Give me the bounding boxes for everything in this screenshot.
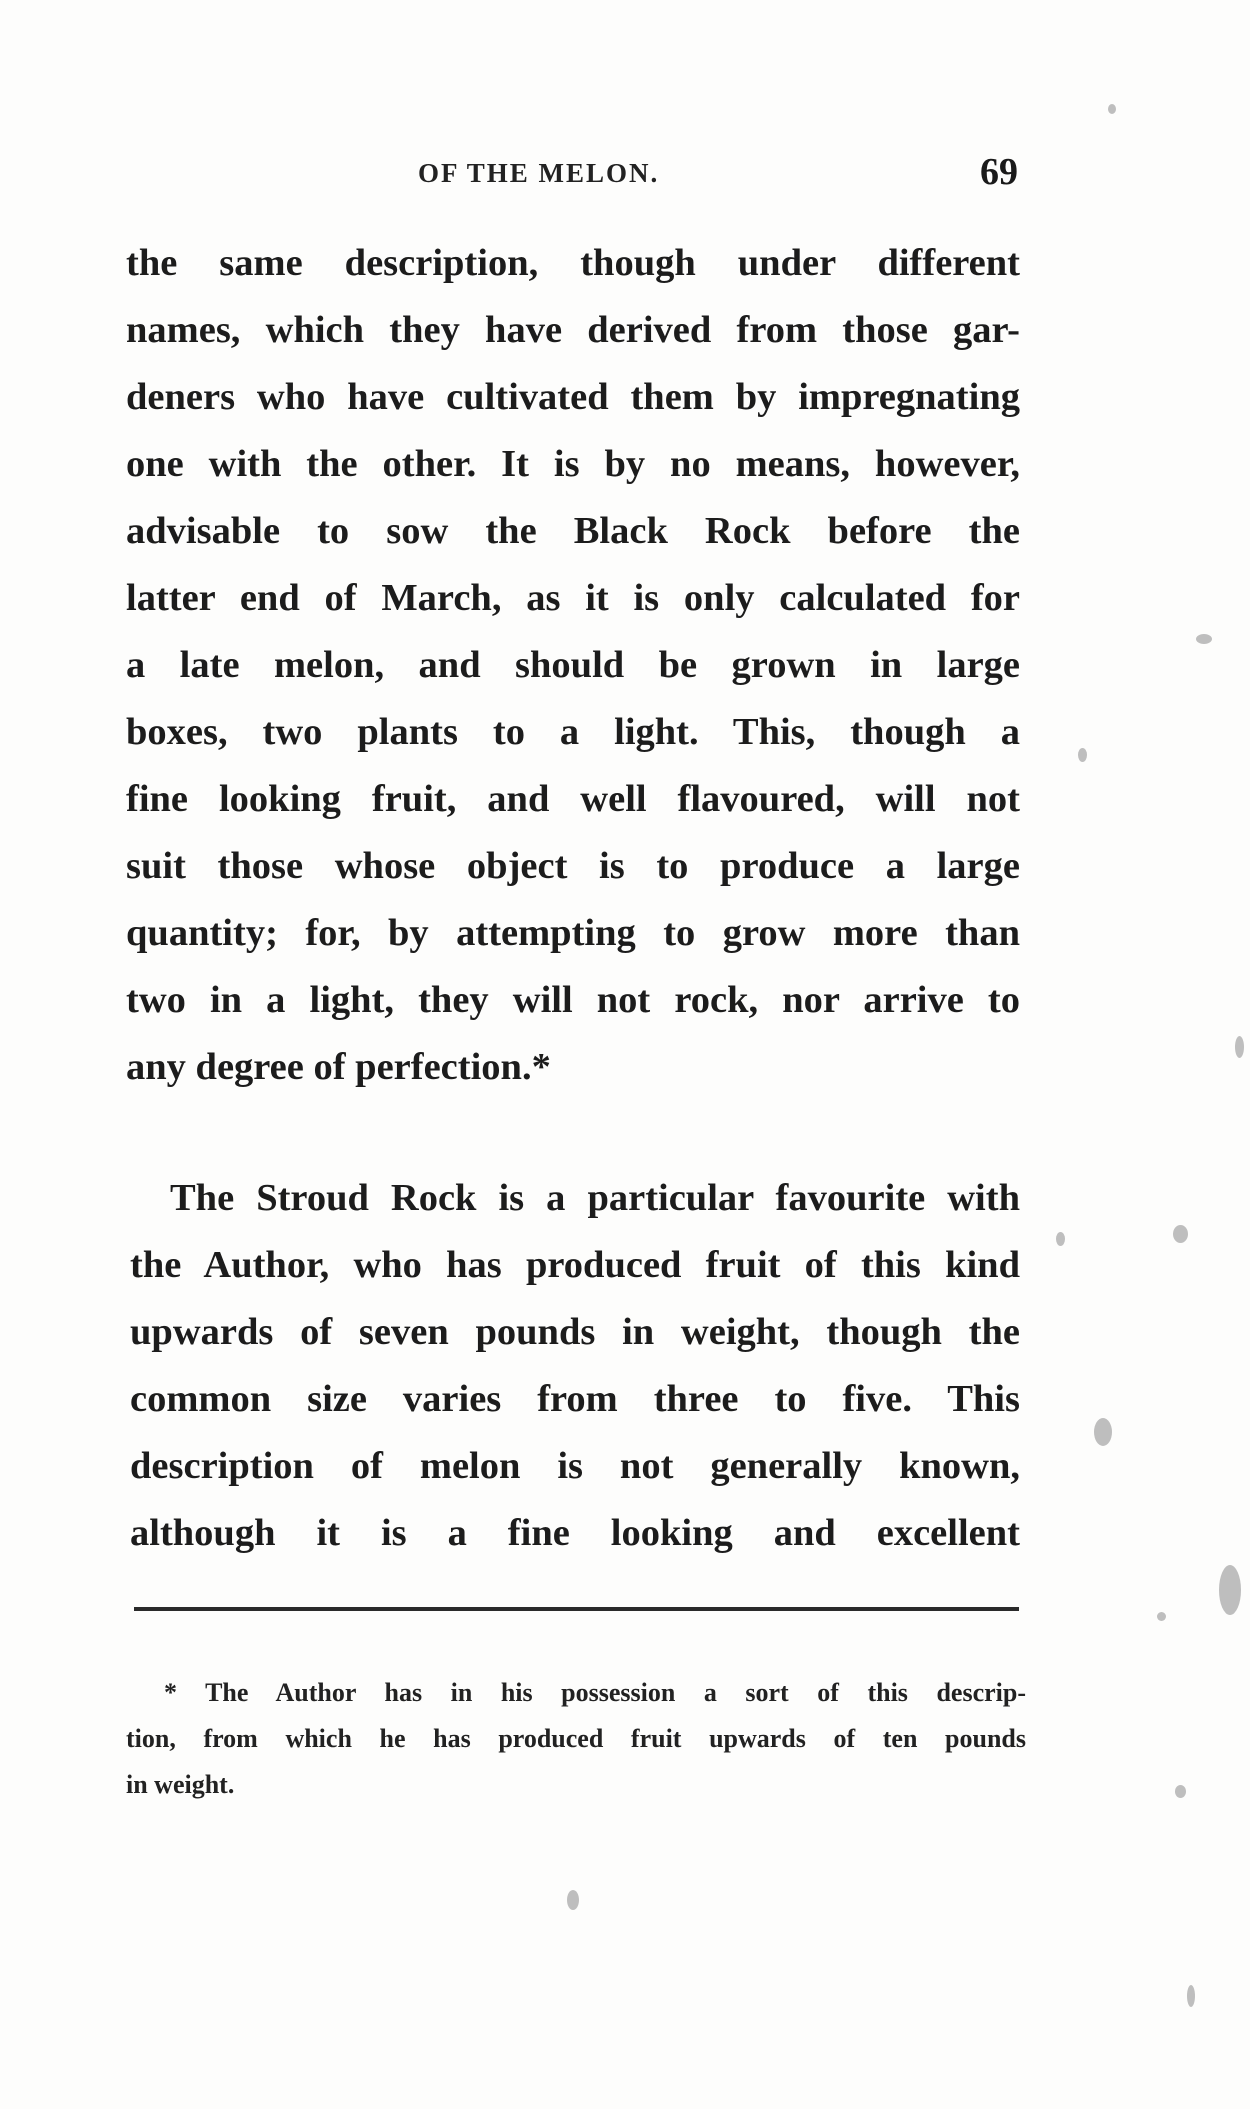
scan-speck	[1235, 1036, 1244, 1058]
text-line: latter end of March, as it is only calculated for	[126, 577, 1020, 619]
running-title: OF THE MELON.	[418, 158, 660, 188]
scan-speck	[1094, 1418, 1112, 1446]
text-line: quantity; for, by attempting to grow more than	[126, 912, 1020, 954]
footnote-line: in weight.	[126, 1770, 235, 1799]
text-line: suit those whose object is to produce a large	[126, 845, 1020, 887]
scan-speck	[1196, 634, 1212, 644]
scan-speck	[1187, 1985, 1195, 2007]
text-line: advisable to sow the Black Rock before the	[126, 510, 1020, 552]
text-line: upwards of seven pounds in weight, though the	[130, 1311, 1020, 1353]
text-line: names, which they have derived from those gar-	[126, 309, 1020, 351]
scan-speck	[1219, 1565, 1241, 1615]
text-line: although it is a fine looking and excellent	[130, 1512, 1020, 1554]
scan-speck	[1157, 1612, 1166, 1621]
text-line: common size varies from three to five. This	[130, 1378, 1020, 1420]
scan-speck	[1078, 748, 1087, 762]
text-line: deners who have cultivated them by impregnating	[126, 376, 1020, 418]
running-head	[128, 150, 1018, 200]
text-line: description of melon is not generally known,	[130, 1445, 1020, 1487]
scan-speck	[1173, 1225, 1188, 1243]
text-line: any degree of perfection.*	[126, 1046, 551, 1088]
footnote-line: tion, from which he has produced fruit upwards of ten pounds	[126, 1724, 1026, 1753]
page-number: 69	[980, 151, 1018, 193]
scan-speck	[1108, 104, 1116, 114]
footnote-rule	[134, 1607, 1019, 1611]
text-line: one with the other. It is by no means, however,	[126, 443, 1020, 485]
scan-speck	[567, 1890, 579, 1910]
paragraph-2	[130, 1165, 1020, 1567]
text-line: a late melon, and should be grown in large	[126, 644, 1020, 686]
text-line: the same description, though under different	[126, 242, 1020, 284]
text-line: the Author, who has produced fruit of this kind	[130, 1244, 1020, 1286]
scan-speck	[1056, 1232, 1065, 1246]
text-line: two in a light, they will not rock, nor arrive to	[126, 979, 1020, 1021]
text-line: boxes, two plants to a light. This, though a	[126, 711, 1020, 753]
text-line: fine looking fruit, and well flavoured, will not	[126, 778, 1020, 820]
paragraph-1	[126, 230, 1020, 1101]
footnote-line: * The Author has in his possession a sort of this descrip-	[164, 1678, 1026, 1707]
text-line: The Stroud Rock is a particular favourite with	[170, 1177, 1020, 1219]
footnote	[126, 1670, 1026, 1808]
scan-speck	[1175, 1785, 1186, 1798]
